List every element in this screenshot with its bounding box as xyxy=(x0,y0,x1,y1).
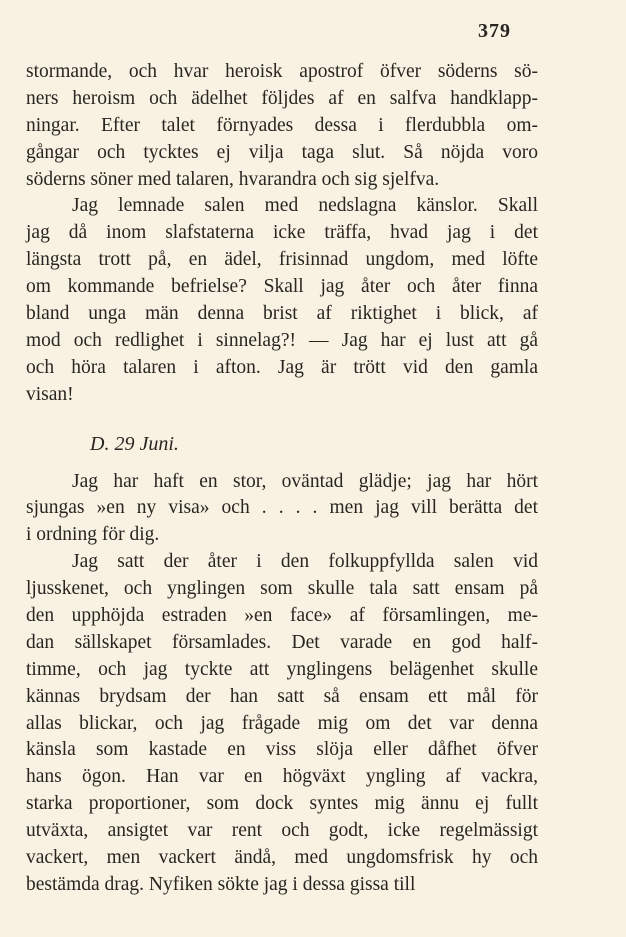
date-heading: D. 29 Juni. xyxy=(90,432,179,455)
text-line: visan! xyxy=(26,383,74,405)
text-line: i ordning för dig. xyxy=(26,524,160,546)
text-line: Jag satt der åter i den folkuppfyllda salen vid xyxy=(72,551,538,573)
text-line: längsta trott på, en ädel, frisinnad ungdom, med löfte xyxy=(26,249,538,271)
text-line: stormande, och hvar heroisk apostrof öfver söderns sö- xyxy=(26,61,538,82)
text-line: söderns söner med talaren, hvarandra och sig sjelfva. xyxy=(26,168,440,190)
page-number: 379 xyxy=(478,20,511,42)
text-line: hans ögon. Han var en högväxt yngling af vackra, xyxy=(26,766,538,788)
text-line: ljusskenet, och ynglingen som skulle tala satt ensam på xyxy=(26,578,538,600)
text-line: mod och redlighet i sinnelag?! — Jag har ej lust att gå xyxy=(26,329,538,351)
text-line: utväxta, ansigtet var rent och godt, icke regelmässigt xyxy=(26,820,538,842)
text-line: känsla som kastade en viss slöja eller dåfhet öfver xyxy=(26,739,538,761)
text-line: dan sällskapet församlades. Det varade en god half- xyxy=(26,631,538,653)
text-line: och höra talaren i afton. Jag är trött vid den gamla xyxy=(26,356,538,378)
text-line: ningar. Efter talet förnyades dessa i flerdubbla om- xyxy=(26,114,538,136)
paragraph xyxy=(26,59,538,193)
paragraph xyxy=(26,469,538,550)
text-line: den upphöjda estraden »en face» af församlingen, me- xyxy=(26,605,538,627)
text-line: Jag lemnade salen med nedslagna känslor. Skall xyxy=(72,195,538,217)
text-line: sjungas »en ny visa» och . . . . men jag vill berätta det xyxy=(26,497,538,519)
text-line: kännas brydsam der han satt så ensam ett mål för xyxy=(26,685,538,707)
paragraphs-after-date xyxy=(26,469,538,899)
paragraph xyxy=(26,193,538,408)
text-line: allas blickar, och jag frågade mig om det var denna xyxy=(26,712,538,734)
text-line: vackert, men vackert ändå, med ungdomsfrisk hy och xyxy=(26,847,538,869)
paragraphs-before-date xyxy=(26,59,538,409)
text-line: Jag har haft en stor, oväntad glädje; jag har hört xyxy=(72,470,538,492)
text-line: timme, och jag tyckte att ynglingens belägenhet skulle xyxy=(26,658,538,680)
text-line: ners heroism och ädelhet följdes af en salfva handklapp- xyxy=(26,87,538,109)
text-line: bestämda drag. Nyfiken sökte jag i dessa gissa till xyxy=(26,873,416,895)
text-line: bland unga män denna brist af riktighet i blick, af xyxy=(26,303,538,325)
body-text xyxy=(26,59,538,899)
text-line: gångar och tycktes ej vilja taga slut. Så nöjda voro xyxy=(26,141,538,163)
text-line: starka proportioner, som dock syntes mig ännu ej fullt xyxy=(26,793,538,815)
paragraph xyxy=(26,549,538,899)
text-line: om kommande befrielse? Skall jag åter och åter finna xyxy=(26,276,538,298)
text-line: jag då inom slafstaterna icke träffa, hvad jag i det xyxy=(26,222,538,244)
